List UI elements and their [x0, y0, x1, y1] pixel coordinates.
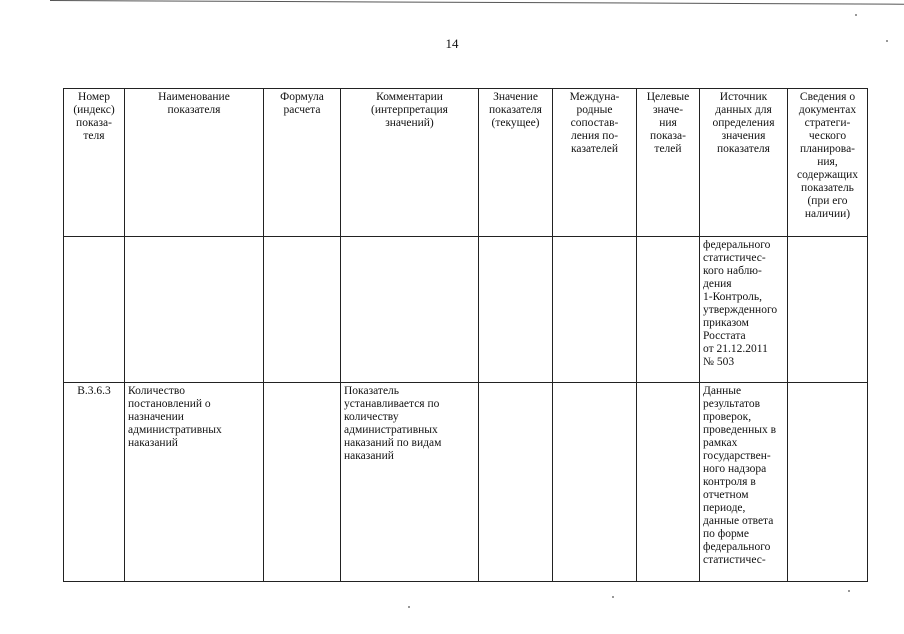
table-row [64, 237, 868, 383]
header-current-value: Значение показателя (текущее) [479, 89, 553, 237]
scan-speck [855, 14, 857, 16]
cell-index: В.3.6.3 [64, 383, 125, 582]
cell-strategic-docs [788, 237, 868, 383]
header-source: Источник данных для определения значения показателя [700, 89, 788, 237]
cell-formula [264, 383, 341, 582]
header-international: Междуна- родные сопостав- ления по- казателей [553, 89, 637, 237]
cell-current-value [479, 237, 553, 383]
scan-speck [886, 40, 888, 42]
header-strategic-docs: Сведения о документах стратеги- ческого планирова- ния, содержащих показатель (при его наличии) [788, 89, 868, 237]
scan-speck [848, 590, 850, 592]
scan-speck [408, 606, 410, 608]
cell-name [125, 237, 264, 383]
cell-index [64, 237, 125, 383]
cell-name: Количество постановлений о назначении административных наказаний [125, 383, 264, 582]
cell-comment: Показатель устанавливается по количеству административных наказаний по видам наказаний [341, 383, 479, 582]
header-target: Целевые значе- ния показа- телей [637, 89, 700, 237]
header-comment: Комментарии (интерпретация значений) [341, 89, 479, 237]
cell-formula [264, 237, 341, 383]
cell-current-value [479, 383, 553, 582]
page-number: 14 [445, 36, 459, 51]
table-header-row [64, 89, 868, 237]
cell-target [637, 383, 700, 582]
cell-international [553, 383, 637, 582]
cell-strategic-docs [788, 383, 868, 582]
indicators-table [63, 88, 868, 582]
cell-international [553, 237, 637, 383]
top-edge-line [50, 0, 904, 5]
cell-target [637, 237, 700, 383]
header-index: Номер (индекс) показа- теля [64, 89, 125, 237]
cell-comment [341, 237, 479, 383]
header-name: Наименование показателя [125, 89, 264, 237]
scan-speck [612, 596, 614, 598]
header-formula: Формула расчета [264, 89, 341, 237]
table-row [64, 383, 868, 582]
cell-source: Данные результатов проверок, проведенных в рамках государствен- ного надзора контроля в отчетном периоде, данные ответа по форме федерального статистичес- [700, 383, 788, 582]
cell-source: федерального статистичес- кого наблю- дения 1-Контроль, утвержденного приказом Росстата от 21.12.2011 № 503 [700, 237, 788, 383]
